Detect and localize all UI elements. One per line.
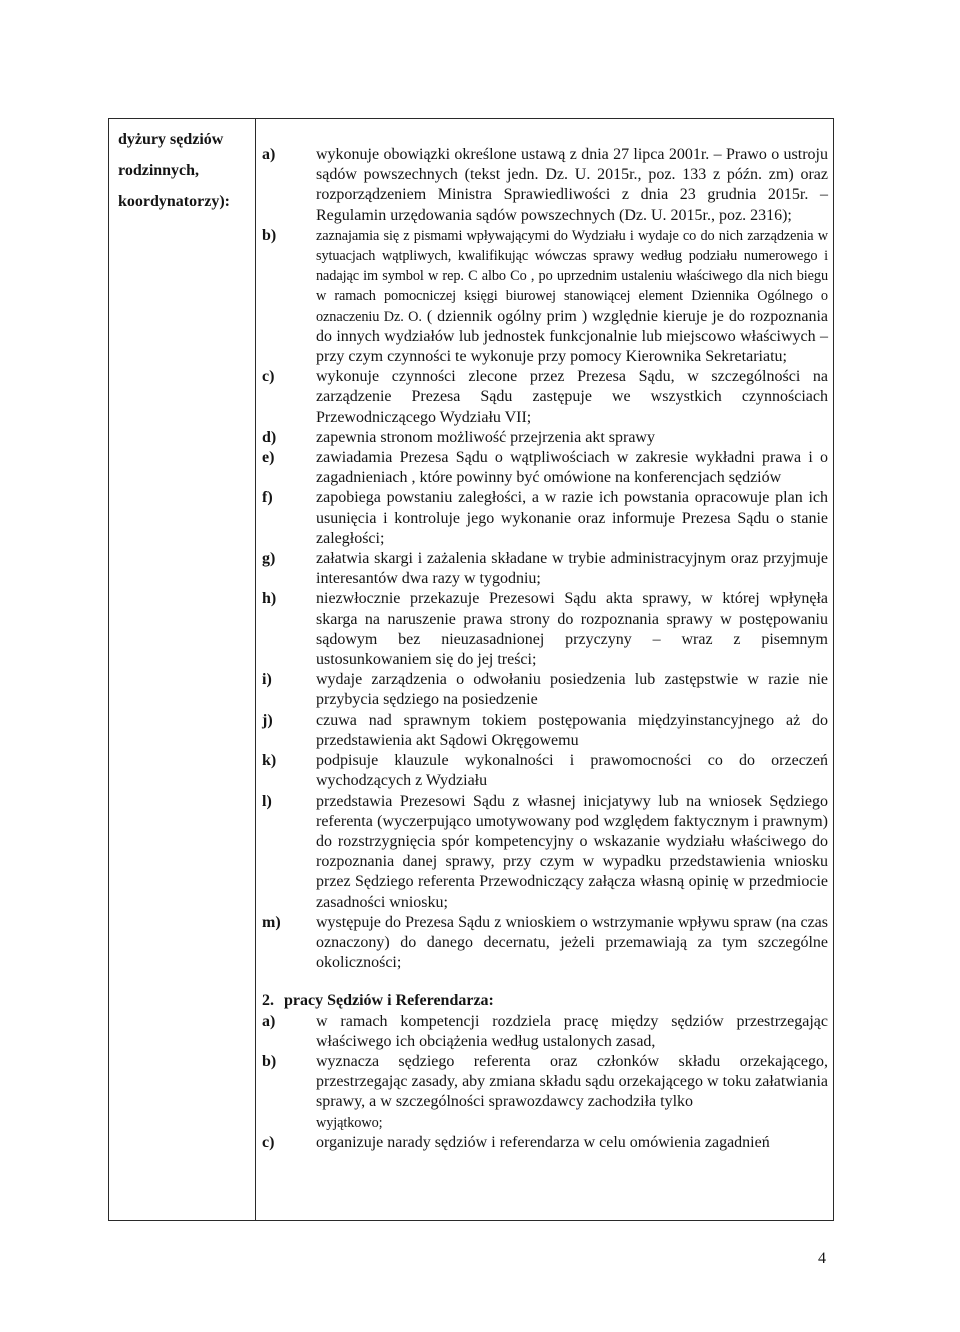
item-text: niezwłocznie przekazuje Prezesowi Sądu akta sprawy, w której wpłynęła skarga na naruszenie prawa strony do rozpoznania sprawy w postępowaniu sądowym bez nieuzasadnionej przyczyny – wraz z pisemnym ustosunkowaniem się do jej treści; xyxy=(316,590,828,669)
item-text: zawiadamia Prezesa Sądu o wątpliwościach w zakresie wykładni prawa i o zagadnieniach , które powinny być omówione na konferencjach sędziów xyxy=(316,449,828,487)
list-item-e xyxy=(262,448,828,488)
section2-item-a xyxy=(262,1012,828,1052)
section2-item-c xyxy=(262,1133,828,1153)
section-number: 2. xyxy=(262,992,274,1010)
item-letter: j) xyxy=(262,711,273,729)
row-header xyxy=(118,124,252,217)
item-text xyxy=(316,226,828,367)
item-letter: k) xyxy=(262,752,277,770)
item-text: występuje do Prezesa Sądu z wnioskiem o wstrzymanie wpływu spraw (na czas oznaczony) do danego decernatu, jeżeli przemawiają za tym szczególne okoliczności; xyxy=(316,913,828,972)
item-text: czuwa nad sprawnym tokiem postępowania międzyinstancyjnego aż do przedstawienia akt Sądowi Okręgowemu xyxy=(316,711,828,749)
item-text-rest: ( dziennik ogólny prim ) względnie kieruje je do rozpoznania do innych wydziałów lub jednostek funkcjonalnie lub miejscowo właściwych – przy czym czynności te wykonuje przy pomocy Kierownika Sekretariatu; xyxy=(316,307,829,366)
section2-item-b xyxy=(262,1052,828,1133)
item-text: organizuje narady sędziów i referendarza w celu omówienia zagadnień xyxy=(316,1133,770,1151)
item-letter: m) xyxy=(262,913,281,931)
list-item-j xyxy=(262,711,828,751)
page-number: 4 xyxy=(818,1250,826,1267)
item-text-small: zaznajamia się z pismami wpływającymi do Wydziału i wydaje co do nich zarządzenia w sytuacjach wątpliwych, kwalifikując wówczas sprawy według podziału numerowego i nadając im symbol w rep. C albo Co , po uprzednim ustaleniu właściwego dla nich biegu w ramach pomocniczej księgi biurowej stanowiącej element Dziennika Ogólnego o oznaczeniu Dz. O. xyxy=(316,227,828,325)
list-item-c xyxy=(262,367,828,428)
item-text: zapewnia stronom możliwość przejrzenia akt sprawy xyxy=(316,428,655,446)
section-title: pracy Sędziów i Referendarza: xyxy=(284,992,494,1010)
section-heading xyxy=(262,991,828,1011)
item-text-tail: wyjątkowo; xyxy=(316,1114,383,1131)
item-text: przedstawia Prezesowi Sądu z własnej inicjatywy lub na wniosek Sędziego referenta (wyczerpująco umotywowany pod względem faktycznym i prawnym) do rozstrzygnięcia spór kompetencyjny o wskazanie wydziału właściwego do rozpoznania danej sprawy, przy czym w wypadku przedstawienia wniosku przez Sędziego referenta Przewodniczący załącza własną opinię w przedmiocie zasadności wniosku; xyxy=(316,792,828,911)
item-letter: c) xyxy=(262,368,275,386)
item-text: wykonuje czynności zlecone przez Prezesa Sądu, w szczególności na zarządzenie Prezesa Sądu zastępuje we wszystkich czynnościach Przewodniczącego Wydziału VII; xyxy=(316,368,828,426)
item-text-main: wyznacza sędziego referenta oraz członków składu orzekającego, przestrzegając zasady, aby zmiana składu sądu orzekającego w toku załatwiania sprawy, a w szczególności sprawozdawcy zachodziła tylko xyxy=(316,1052,828,1111)
list-item-d xyxy=(262,428,828,448)
item-text: wydaje zarządzenia o odwołaniu posiedzenia lub zastępstwie w razie nie przybycia sędziego na posiedzenie xyxy=(316,671,828,709)
item-letter: b) xyxy=(262,1052,277,1070)
item-text: załatwia skargi i zażalenia składane w trybie administracyjnym oraz przyjmuje interesantów dwa razy w tygodniu; xyxy=(316,550,828,588)
list-item-h xyxy=(262,589,828,670)
item-text: w ramach kompetencji rozdziela pracę między sędziów przestrzegając właściwego ich obciążenia według ustalonych zasad, xyxy=(316,1012,828,1050)
list-item-a xyxy=(262,145,828,226)
item-letter: l) xyxy=(262,792,272,810)
list-item-m xyxy=(262,913,828,974)
item-letter: a) xyxy=(262,1012,276,1030)
column-divider xyxy=(255,118,256,1221)
item-letter: i) xyxy=(262,671,272,689)
item-letter: g) xyxy=(262,550,276,568)
list-item-i xyxy=(262,670,828,710)
item-text: wykonuje obowiązki określone ustawą z dnia 27 lipca 2001r. – Prawo o ustroju sądów powszechnych (tekst jedn. Dz. U. 2015r., poz. 133 z późn. zm) oraz rozporządzeniem Ministra Sprawiedliwości z dnia 23 grudnia 2015r. – Regulamin urzędowania sądów powszechnych (Dz. U. 2015r., poz. 2316); xyxy=(316,146,828,224)
item-letter: c) xyxy=(262,1133,275,1151)
item-letter: e) xyxy=(262,449,275,467)
item-letter: f) xyxy=(262,489,273,507)
item-text xyxy=(316,1052,828,1133)
list-item-b xyxy=(262,226,828,367)
row-header-line-2: rodzinnych, xyxy=(118,162,200,179)
item-letter: h) xyxy=(262,590,277,608)
row-header-line-3: koordynatorzy): xyxy=(118,193,230,210)
list-item-g xyxy=(262,549,828,589)
item-text: podpisuje klauzule wykonalności i prawomocności co do orzeczeń wychodzących z Wydziału xyxy=(316,752,828,790)
list-item-l xyxy=(262,792,828,913)
list-item-k xyxy=(262,751,828,791)
item-text: zapobiega powstaniu zaległości, a w razie ich powstania opracowuje plan ich usunięcia i kontroluje jego wykonanie oraz informuje Prezesa Sądu o stanie zaległości; xyxy=(316,489,828,547)
list-item-f xyxy=(262,488,828,549)
item-letter: d) xyxy=(262,428,277,446)
row-header-line-1: dyżury sędziów xyxy=(118,131,224,148)
item-letter: b) xyxy=(262,226,277,244)
item-letter: a) xyxy=(262,146,276,163)
duties-list xyxy=(262,145,828,1153)
